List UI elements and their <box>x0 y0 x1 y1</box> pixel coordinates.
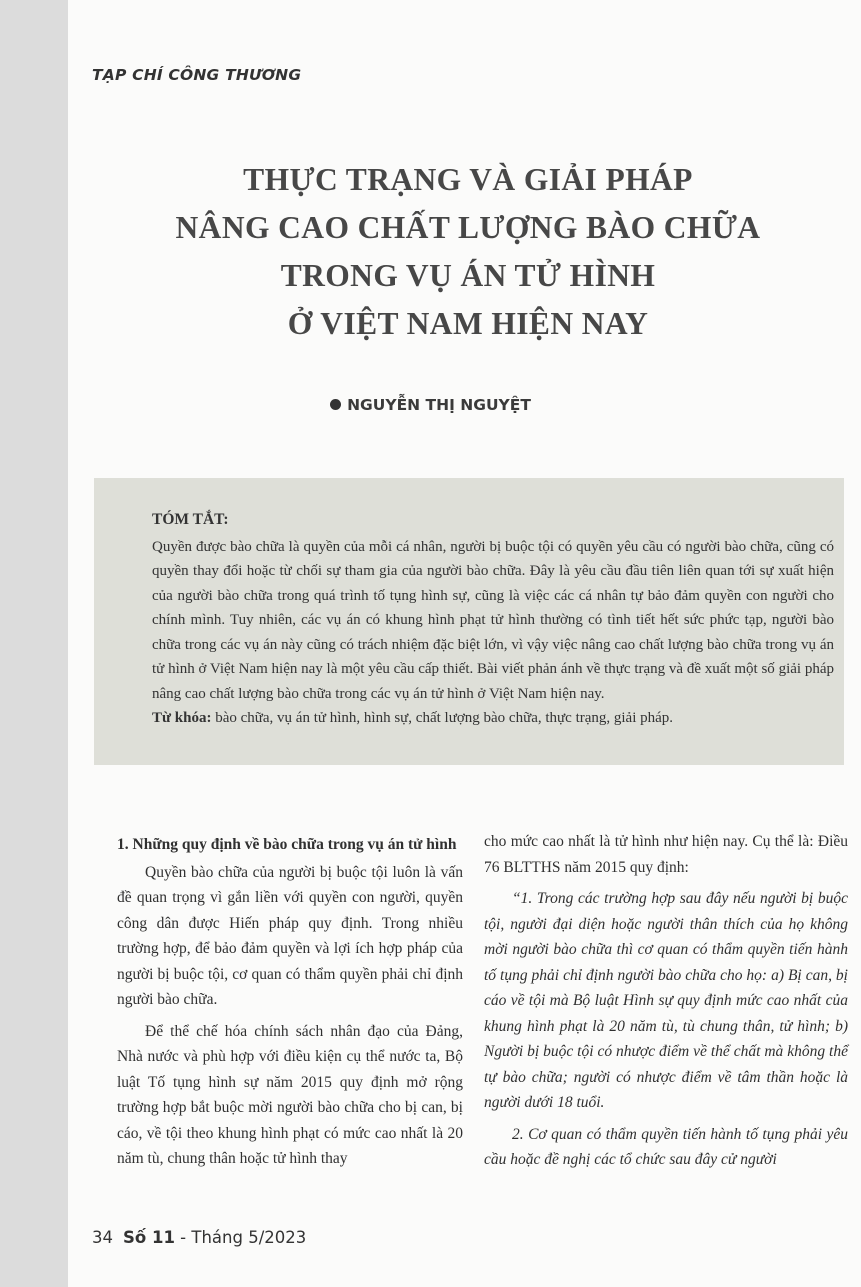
journal-name: TẠP CHÍ CÔNG THƯƠNG <box>92 66 302 84</box>
abstract-text: Quyền được bào chữa là quyền của mỗi cá nhân, người bị buộc tội có quyền yêu cầu có người bào chữa, cũng có quyền thay đổi hoặc từ chối sự tham gia của người bào chữa. Đây là yêu cầu đầu tiên liên quan tới sự xuất hiện của người bào chữa trong quá trình tố tụng hình sự, cũng là việc các cá nhân tự bảo đảm quyền con người cho chính mình. Tuy nhiên, các vụ án có khung hình phạt tử hình thường có tình tiết hết sức phức tạp, người bào chữa trong các vụ án này cũng có trách nhiệm đặc biệt lớn, vì vậy việc nâng cao chất lượng bào chữa trong vụ án tử hình ở Việt Nam hiện nay là một yêu cầu cấp thiết. Bài viết phản ánh về thực trạng và đề xuất một số giải pháp nâng cao chất lượng bào chữa trong các vụ án tử hình ở Việt Nam hiện nay. <box>152 538 834 702</box>
keywords-label: Từ khóa: <box>152 710 212 726</box>
section-heading: 1. Những quy định về bào chữa trong vụ án tử hình <box>117 836 457 853</box>
abstract-box <box>94 478 844 765</box>
bullet-icon <box>330 399 341 410</box>
author-line <box>0 396 861 414</box>
title-line: TRONG VỤ ÁN TỬ HÌNH <box>280 258 656 293</box>
title-line: NÂNG CAO CHẤT LƯỢNG BÀO CHỮA <box>175 210 761 245</box>
keywords <box>152 706 834 731</box>
issue-date: - Tháng 5/2023 <box>174 1228 307 1247</box>
page-number: 34 <box>92 1228 113 1247</box>
left-column <box>117 832 463 1178</box>
issue-number: Số 11 <box>123 1228 175 1247</box>
title-line: Ở VIỆT NAM HIỆN NAY <box>287 306 649 341</box>
paragraph: cho mức cao nhất là tử hình như hiện nay. Cụ thể là: Điều 76 BLTTHS năm 2015 quy định: <box>484 833 848 876</box>
keywords-list: bào chữa, vụ án tử hình, hình sự, chất lượng bào chữa, thực trạng, giải pháp. <box>211 710 674 726</box>
title-line: THỰC TRẠNG VÀ GIẢI PHÁP <box>243 162 693 197</box>
page-footer <box>92 1228 306 1247</box>
paragraph: Quyền bào chữa của người bị buộc tội luôn là vấn đề quan trọng vì gắn liền với quyền con người, quyền công dân được Hiến pháp quy định. Trong nhiều trường hợp, để bảo đảm quyền và lợi ích hợp pháp của người bị buộc tội, cơ quan có thẩm quyền phải chỉ định người bào chữa. <box>117 863 463 1008</box>
author-name: NGUYỄN THỊ NGUYỆT <box>347 396 531 414</box>
article-title <box>80 156 856 348</box>
abstract-content <box>152 508 834 731</box>
abstract-heading: TÓM TẮT: <box>152 511 229 528</box>
paragraph: Để thể chế hóa chính sách nhân đạo của Đảng, Nhà nước và phù hợp với điều kiện cụ thể nước ta, Bộ luật Tố tụng hình sự năm 2015 quy định mở rộng trường hợp bắt buộc mời người bào chữa cho bị can, bị cáo, về tội theo khung hình phạt có mức cao nhất là 20 năm tù, chung thân hoặc tử hình thay <box>117 1022 463 1167</box>
quote-paragraph: “1. Trong các trường hợp sau đây nếu người bị buộc tội, người đại diện hoặc người thân thích của họ không mời người bào chữa thì cơ quan có thẩm quyền tiến hành tố tụng phải chỉ định người bào chữa cho họ: a) Bị can, bị cáo về tội mà Bộ luật Hình sự quy định mức cao nhất của khung hình phạt là 20 năm tù, tù chung thân, tử hình; b) Người bị buộc tội có nhược điểm về thể chất mà không thể tự bào chữa; người có nhược điểm về tâm thần hoặc là người dưới 18 tuổi. <box>484 890 848 1111</box>
right-column <box>484 829 848 1179</box>
quote-paragraph: 2. Cơ quan có thẩm quyền tiến hành tố tụng phải yêu cầu hoặc đề nghị các tổ chức sau đây cử người <box>484 1125 848 1168</box>
